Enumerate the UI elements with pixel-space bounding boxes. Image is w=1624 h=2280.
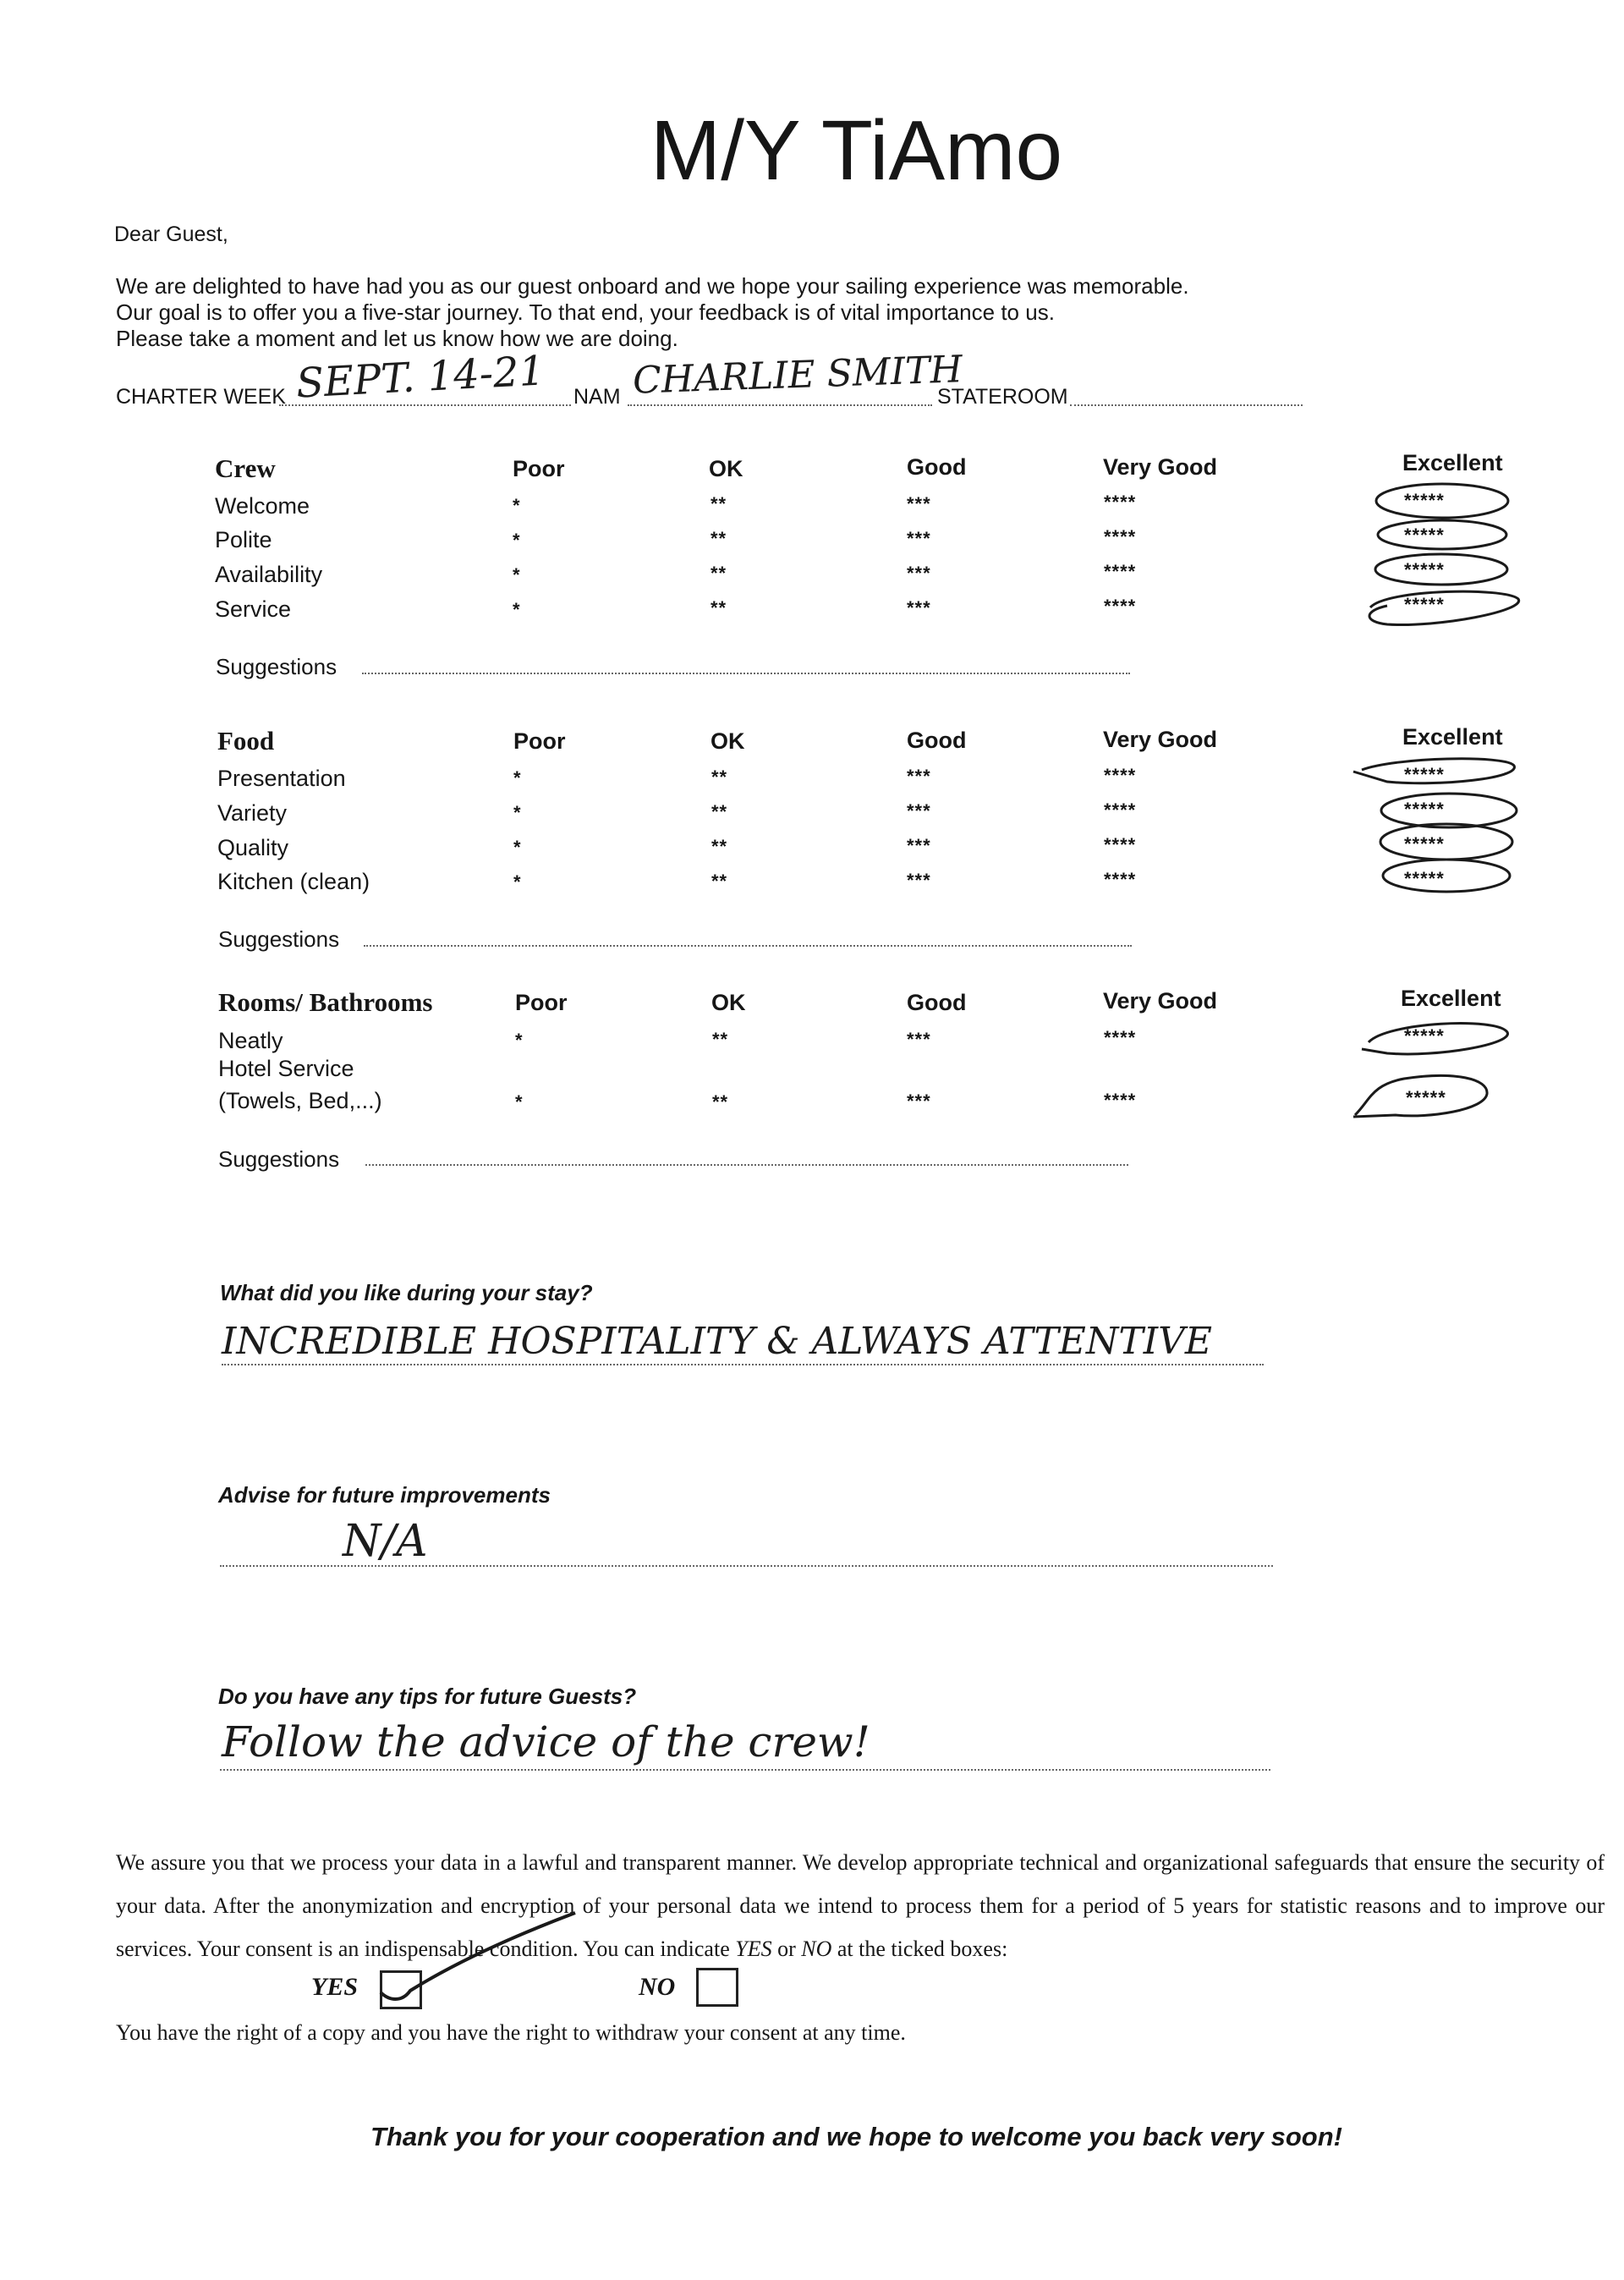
rating-option-very-good[interactable]: ****	[1104, 1090, 1137, 1111]
consent-text-end: at the ticked boxes:	[831, 1937, 1008, 1961]
charter-week-field[interactable]: SEPT. 14-21	[294, 347, 546, 408]
rating-option-excellent[interactable]: *****	[1404, 799, 1445, 820]
thank-you-message: Thank you for your cooperation and we hope to welcome you back very soon!	[370, 2122, 1342, 2151]
rating-option-excellent[interactable]: *****	[1404, 868, 1445, 889]
rating-option-good[interactable]: ***	[907, 766, 931, 787]
name-field[interactable]: CHARLIE SMITH	[632, 348, 963, 403]
rating-option-poor[interactable]: *	[515, 1030, 524, 1051]
rating-option-very-good[interactable]: ****	[1104, 596, 1137, 617]
column-header-poor: Poor	[513, 728, 566, 754]
row-label: Service	[215, 596, 292, 622]
column-header-ok: OK	[709, 456, 743, 481]
rating-option-poor[interactable]: *	[513, 871, 522, 893]
consent-text: We assure you that we process your data in a lawful and transparent manner. We develop appropriate technical and organizational safeguards that ensure the security of your data. After the anonymization and encryption of your personal data we intend to process them for a period of 5 years for statistic reasons and to improve our services. Your consent is an indispensable condition. You can indicate	[116, 1850, 1605, 1961]
suggestions-label: Suggestions	[218, 926, 340, 952]
row-label-detail: (Towels, Bed,...)	[218, 1088, 382, 1113]
column-header-excellent: Excellent	[1402, 450, 1503, 475]
rating-option-ok[interactable]: **	[710, 528, 727, 549]
rating-option-good[interactable]: ***	[907, 493, 931, 514]
column-header-good: Good	[907, 454, 967, 480]
rating-option-good[interactable]: ***	[907, 800, 931, 821]
no-label: NO	[639, 1973, 676, 2001]
consent-yes-word: YES	[735, 1937, 772, 1961]
rating-option-ok[interactable]: **	[710, 563, 727, 584]
rating-option-very-good[interactable]: ****	[1104, 869, 1137, 890]
row-label: Polite	[215, 527, 272, 552]
data-consent-text	[116, 1841, 1605, 1970]
rating-option-excellent[interactable]: *****	[1406, 1087, 1446, 1108]
answer-field[interactable]: Follow the advice of the crew!	[222, 1717, 870, 1766]
row-label: Presentation	[217, 766, 346, 791]
page-title: M/Y TiAmo	[650, 103, 1063, 198]
rating-option-ok[interactable]: **	[710, 493, 727, 514]
rating-option-excellent[interactable]: *****	[1404, 559, 1445, 580]
rating-option-poor[interactable]: *	[513, 802, 522, 823]
column-header-very-good: Very Good	[1103, 727, 1218, 752]
rating-option-ok[interactable]: **	[711, 871, 728, 892]
section-title: Crew	[215, 453, 276, 483]
suggestions-label: Suggestions	[218, 1146, 340, 1172]
row-label: Kitchen (clean)	[217, 869, 370, 894]
answer-line	[222, 1364, 1264, 1365]
suggestions-field[interactable]	[365, 1164, 1128, 1166]
charter-week-label: CHARTER WEEK	[116, 385, 286, 409]
name-label: NAM	[573, 385, 621, 409]
rating-option-excellent[interactable]: *****	[1404, 490, 1445, 511]
rating-option-ok[interactable]: **	[711, 766, 728, 788]
rating-option-ok[interactable]: **	[711, 801, 728, 822]
section-title: Rooms/ Bathrooms	[218, 987, 433, 1017]
answer-field[interactable]: N/A	[343, 1516, 428, 1567]
rating-option-very-good[interactable]: ****	[1104, 799, 1137, 821]
rating-option-good[interactable]: ***	[907, 1091, 931, 1112]
rating-option-very-good[interactable]: ****	[1104, 834, 1137, 855]
stateroom-field[interactable]	[1070, 404, 1303, 406]
rating-option-poor[interactable]: *	[513, 767, 522, 788]
column-header-very-good: Very Good	[1103, 988, 1218, 1014]
rating-option-very-good[interactable]: ****	[1104, 765, 1137, 786]
column-header-ok: OK	[711, 990, 746, 1015]
row-label: Quality	[217, 835, 289, 860]
rating-option-good[interactable]: ***	[907, 870, 931, 891]
rating-option-excellent[interactable]: *****	[1404, 1025, 1445, 1047]
row-label: Availability	[215, 562, 323, 587]
consent-no-word: NO	[801, 1937, 832, 1961]
column-header-poor: Poor	[513, 456, 565, 481]
column-header-poor: Poor	[515, 990, 568, 1015]
column-header-very-good: Very Good	[1103, 454, 1218, 480]
row-label: Hotel Service	[218, 1056, 354, 1081]
suggestions-field[interactable]	[362, 673, 1130, 674]
suggestions-field[interactable]	[364, 945, 1132, 947]
rating-option-poor[interactable]: *	[513, 564, 521, 585]
rating-option-ok[interactable]: **	[712, 1091, 729, 1113]
intro-line: Our goal is to offer you a five-star journey. To that end, your feedback is of vital importance to us.	[116, 299, 1055, 325]
question-label: Advise for future improvements	[218, 1482, 551, 1508]
intro-line: We are delighted to have had you as our guest onboard and we hope your sailing experience was memorable.	[116, 273, 1189, 299]
rating-option-good[interactable]: ***	[907, 528, 931, 549]
rating-option-good[interactable]: ***	[907, 563, 931, 584]
intro-line: Please take a moment and let us know how we are doing.	[116, 326, 678, 351]
rating-option-poor[interactable]: *	[513, 530, 521, 551]
column-header-good: Good	[907, 990, 967, 1015]
rating-option-excellent[interactable]: *****	[1404, 525, 1445, 546]
section-title: Food	[217, 726, 275, 755]
row-label: Neatly	[218, 1028, 283, 1053]
intro-text	[116, 273, 1189, 352]
rating-option-poor[interactable]: *	[513, 599, 521, 620]
row-label: Variety	[217, 800, 288, 826]
row-label: Welcome	[215, 493, 310, 519]
rating-option-poor[interactable]: *	[515, 1091, 524, 1113]
checkmark-icon	[372, 1908, 592, 2009]
rating-option-good[interactable]: ***	[907, 1029, 931, 1050]
rating-option-excellent[interactable]: *****	[1404, 764, 1445, 785]
rating-option-poor[interactable]: *	[513, 495, 521, 516]
stateroom-label: STATEROOM	[937, 385, 1068, 409]
rating-option-very-good[interactable]: ****	[1104, 1027, 1137, 1048]
column-header-excellent: Excellent	[1401, 986, 1501, 1011]
answer-field[interactable]: INCREDIBLE HOSPITALITY & ALWAYS ATTENTIVE	[222, 1320, 1213, 1363]
rating-option-excellent[interactable]: *****	[1404, 833, 1445, 854]
no-checkbox[interactable]	[696, 1968, 738, 2007]
column-header-ok: OK	[710, 728, 745, 754]
rating-option-very-good[interactable]: ****	[1104, 526, 1137, 547]
question-label: What did you like during your stay?	[220, 1280, 593, 1305]
rating-option-poor[interactable]: *	[513, 837, 522, 858]
name-line	[628, 404, 932, 406]
column-header-good: Good	[907, 728, 967, 753]
rating-option-good[interactable]: ***	[907, 597, 931, 618]
rating-option-ok[interactable]: **	[711, 836, 728, 857]
rating-option-good[interactable]: ***	[907, 835, 931, 856]
rating-option-very-good[interactable]: ****	[1104, 561, 1137, 582]
rating-option-ok[interactable]: **	[712, 1029, 729, 1050]
question-label: Do you have any tips for future Guests?	[218, 1684, 637, 1709]
yes-label: YES	[311, 1973, 359, 2001]
copy-rights-text: You have the right of a copy and you have the right to withdraw your consent at any time.	[116, 2020, 906, 2045]
rating-option-ok[interactable]: **	[710, 597, 727, 618]
rating-option-very-good[interactable]: ****	[1104, 492, 1137, 513]
answer-line	[220, 1769, 1270, 1771]
column-header-excellent: Excellent	[1402, 724, 1503, 750]
consent-or-word: or	[771, 1937, 802, 1961]
greeting: Dear Guest,	[114, 223, 228, 246]
rating-option-excellent[interactable]: *****	[1404, 594, 1445, 615]
suggestions-label: Suggestions	[216, 654, 337, 679]
